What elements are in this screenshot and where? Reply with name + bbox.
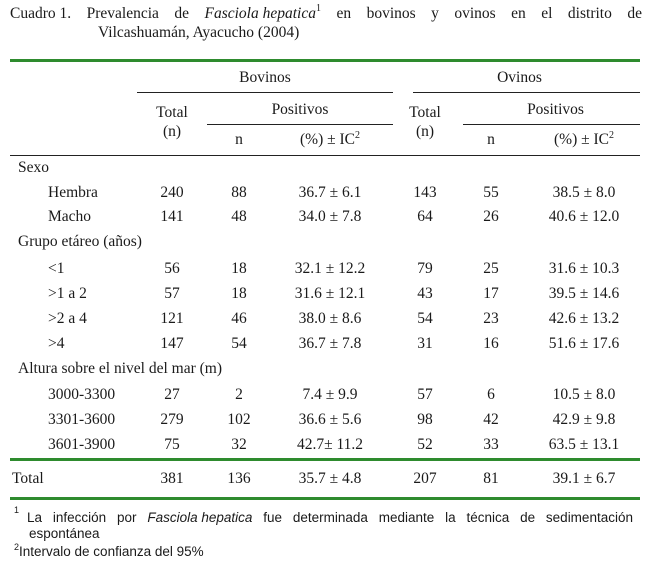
bottom-rule xyxy=(10,497,640,500)
footnote-word: mediante xyxy=(378,510,435,525)
ovinos-pct: 42.9 ± 9.8 xyxy=(552,411,616,428)
bovinos-n: 2 xyxy=(235,386,243,403)
caption-word: Prevalencia xyxy=(86,5,159,22)
ovinos-total: 79 xyxy=(417,260,433,277)
ovinos-n: 26 xyxy=(483,208,499,225)
header-total-n-ovinos: (n) xyxy=(415,123,435,140)
table-row xyxy=(0,386,646,410)
caption-word: en xyxy=(511,5,526,22)
section-title: Grupo etáreo (años) xyxy=(18,233,142,250)
header-pct-label: (%) ± IC xyxy=(300,131,355,148)
bovinos-pct: 36.7 ± 7.8 xyxy=(298,335,362,352)
table-row xyxy=(0,260,646,284)
header-total-bovinos: Total xyxy=(156,104,188,121)
footnote-1-line-1 xyxy=(14,505,633,526)
header-pct-ovinos xyxy=(522,131,646,149)
bovinos-n: 48 xyxy=(231,208,247,225)
header-rule-ovinos xyxy=(413,92,640,93)
caption-word: de xyxy=(627,5,642,22)
top-rule xyxy=(10,59,640,62)
bovinos-pct: 36.7 ± 6.1 xyxy=(298,184,362,201)
bovinos-total: 121 xyxy=(160,310,184,327)
ovinos-n: 23 xyxy=(483,310,499,327)
footnote-word: por xyxy=(117,510,137,525)
table-row xyxy=(0,335,646,359)
table-row xyxy=(0,436,646,460)
bovinos-total: 147 xyxy=(160,335,184,352)
ovinos-total: 57 xyxy=(417,386,433,403)
caption-prefix: Cuadro 1. xyxy=(10,5,72,22)
section-title-row xyxy=(0,360,646,384)
header-pct-label: (%) ± IC xyxy=(554,131,609,148)
footnote-2-marker: 2 xyxy=(14,542,20,552)
ovinos-n: 81 xyxy=(483,470,499,487)
header-n-ovinos: n xyxy=(487,131,495,148)
table-row xyxy=(0,184,646,208)
table-caption xyxy=(10,4,642,42)
ovinos-pct: 39.5 ± 14.6 xyxy=(548,285,620,302)
header-positivos-bovinos: Positivos xyxy=(271,101,329,118)
bovinos-pct: 42.7± 11.2 xyxy=(296,436,364,453)
ovinos-pct: 38.5 ± 8.0 xyxy=(552,184,616,201)
ovinos-pct: 51.6 ± 17.6 xyxy=(548,335,620,352)
section-title: Altura sobre el nivel del mar (m) xyxy=(18,360,223,377)
bovinos-total: 27 xyxy=(164,386,180,403)
ovinos-pct: 31.6 ± 10.3 xyxy=(548,260,620,277)
bovinos-n: 88 xyxy=(231,184,247,201)
bovinos-total: 141 xyxy=(160,208,184,225)
footnote-word: infección xyxy=(52,510,107,525)
header-rule-bovinos xyxy=(137,92,393,93)
ovinos-total: 52 xyxy=(417,436,433,453)
total-label: Total xyxy=(12,470,44,487)
ovinos-pct: 42.6 ± 13.2 xyxy=(548,310,620,327)
bovinos-total: 57 xyxy=(164,285,180,302)
caption-species xyxy=(204,4,321,23)
ovinos-n: 33 xyxy=(483,436,499,453)
total-top-rule xyxy=(10,458,640,461)
caption-word: y xyxy=(431,5,439,22)
caption-footnote-ref: 1 xyxy=(315,3,321,14)
ovinos-total: 31 xyxy=(417,335,433,352)
bovinos-pct: 35.7 ± 4.8 xyxy=(298,470,362,487)
ovinos-n: 25 xyxy=(483,260,499,277)
footnote-2 xyxy=(14,544,204,560)
caption-word: bovinos xyxy=(366,5,416,22)
footnote-1 xyxy=(14,505,633,542)
ovinos-n: 17 xyxy=(483,285,499,302)
positivos-rule-bovinos xyxy=(207,124,393,125)
header-ovinos: Ovinos xyxy=(497,69,542,86)
row-label: 3301-3600 xyxy=(48,411,116,428)
row-label: <1 xyxy=(48,260,65,277)
footnote-word: de xyxy=(520,510,536,525)
table-row xyxy=(0,310,646,334)
footnote-species: Fasciola hepatica xyxy=(147,510,253,525)
bovinos-pct: 32.1 ± 12.2 xyxy=(294,260,366,277)
footnote-word: sedimentación xyxy=(545,510,633,525)
ovinos-total: 54 xyxy=(417,310,433,327)
footnote-word: La xyxy=(27,510,43,525)
total-row xyxy=(0,470,646,494)
footnote-word: determinada xyxy=(292,510,368,525)
bovinos-n: 18 xyxy=(231,260,247,277)
caption-word: el xyxy=(541,5,553,22)
ovinos-pct: 63.5 ± 13.1 xyxy=(548,436,620,453)
bovinos-pct: 34.0 ± 7.8 xyxy=(298,208,362,225)
footnote-1-line-2: espontánea xyxy=(29,526,100,541)
header-n-bovinos: n xyxy=(235,131,243,148)
bovinos-pct: 38.0 ± 8.6 xyxy=(298,310,362,327)
bovinos-n: 54 xyxy=(231,335,247,352)
caption-word: de xyxy=(174,5,190,22)
footnote-word: fue xyxy=(263,510,283,525)
bovinos-total: 75 xyxy=(164,436,180,453)
bovinos-pct: 7.4 ± 9.9 xyxy=(302,386,358,403)
ovinos-pct: 40.6 ± 12.0 xyxy=(548,208,620,225)
caption-line-1 xyxy=(10,4,642,23)
table-row xyxy=(0,208,646,232)
bovinos-n: 46 xyxy=(231,310,247,327)
footnote-2-text: Intervalo de confianza del 95% xyxy=(19,544,204,559)
header-positivos-ovinos: Positivos xyxy=(527,101,584,118)
section-title-row xyxy=(0,159,646,183)
bovinos-n: 136 xyxy=(227,470,251,487)
ovinos-total: 98 xyxy=(417,411,433,428)
header-pct-bovinos xyxy=(270,131,390,149)
row-label: >4 xyxy=(48,335,65,352)
ovinos-n: 42 xyxy=(483,411,499,428)
table-row xyxy=(0,411,646,435)
footnote-word: técnica xyxy=(466,510,510,525)
ovinos-total: 207 xyxy=(413,470,437,487)
row-label: >1 a 2 xyxy=(48,285,87,302)
ovinos-pct: 10.5 ± 8.0 xyxy=(552,386,616,403)
bovinos-total: 240 xyxy=(160,184,184,201)
section-title-row xyxy=(0,233,646,257)
ovinos-total: 64 xyxy=(417,208,433,225)
row-label: Hembra xyxy=(48,184,98,201)
header-total-ovinos: Total xyxy=(409,104,441,121)
row-label: 3000-3300 xyxy=(48,386,116,403)
footnote-1-marker: 1 xyxy=(14,505,20,515)
bovinos-n: 102 xyxy=(227,411,251,428)
caption-line-2: Vilcashuamán, Ayacucho (2004) xyxy=(98,24,300,41)
header-total-n-bovinos: (n) xyxy=(162,123,182,140)
ovinos-n: 6 xyxy=(487,386,495,403)
ovinos-pct: 39.1 ± 6.7 xyxy=(552,470,616,487)
caption-word: distrito xyxy=(567,5,612,22)
header-footnote-ref: 2 xyxy=(355,130,360,141)
table-row xyxy=(0,285,646,309)
bovinos-pct: 31.6 ± 12.1 xyxy=(294,285,366,302)
caption-word: en xyxy=(336,5,352,22)
ovinos-n: 16 xyxy=(483,335,499,352)
ovinos-total: 143 xyxy=(413,184,437,201)
footnote-1-text xyxy=(27,510,633,526)
section-title: Sexo xyxy=(18,159,49,176)
positivos-rule-ovinos xyxy=(463,124,640,125)
bovinos-n: 18 xyxy=(231,285,247,302)
footnote-word: la xyxy=(445,510,456,525)
bovinos-total: 381 xyxy=(160,470,184,487)
row-label: >2 a 4 xyxy=(48,310,87,327)
caption-word: ovinos xyxy=(454,5,496,22)
ovinos-n: 55 xyxy=(483,184,499,201)
bovinos-total: 279 xyxy=(160,411,184,428)
ovinos-total: 43 xyxy=(417,285,433,302)
header-footnote-ref: 2 xyxy=(609,130,614,141)
bovinos-n: 32 xyxy=(231,436,247,453)
row-label: 3601-3900 xyxy=(48,436,116,453)
caption-species-name: Fasciola hepatica xyxy=(204,5,316,22)
bovinos-total: 56 xyxy=(164,260,180,277)
header-bottom-rule xyxy=(10,155,640,156)
header-bovinos: Bovinos xyxy=(239,69,291,86)
row-label: Macho xyxy=(48,208,92,225)
bovinos-pct: 36.6 ± 5.6 xyxy=(298,411,362,428)
